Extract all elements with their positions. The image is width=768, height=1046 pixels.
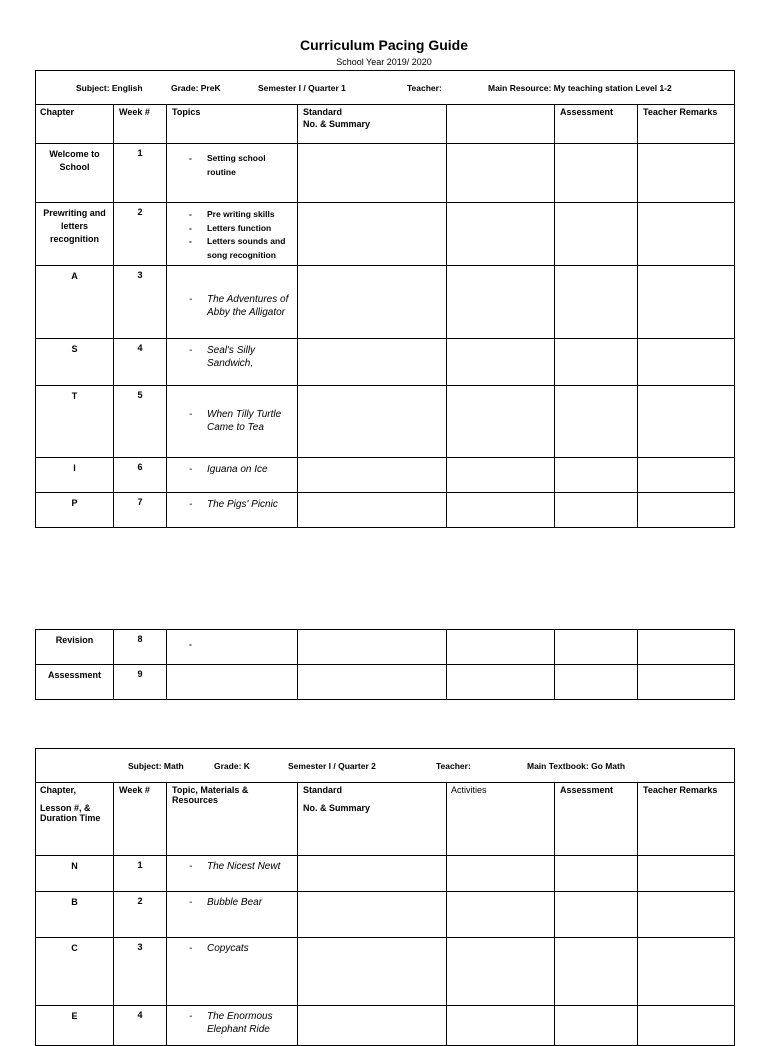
table-row — [36, 856, 735, 892]
english-pacing-table — [35, 70, 735, 528]
topic-item: - The Pigs' Picnic — [189, 499, 293, 512]
math-column-headers — [36, 783, 735, 856]
topics-list — [189, 152, 293, 179]
standard-cell — [298, 458, 447, 493]
extra-cell — [447, 144, 555, 203]
col-standard-sub: No. & Summary — [303, 119, 371, 129]
col-chapter-line1: Chapter, — [40, 785, 77, 795]
extra-cell — [447, 458, 555, 493]
standard-cell — [298, 339, 447, 386]
chapter-cell: Prewriting and letters recognition — [36, 203, 114, 266]
week-cell: 2 — [114, 892, 167, 938]
math-rows — [36, 856, 735, 1046]
chapter-cell: P — [36, 493, 114, 528]
assessment-cell — [555, 630, 638, 665]
topic-item: - Pre writing skills — [189, 208, 293, 222]
extra-cell — [447, 386, 555, 458]
assessment-cell — [555, 144, 638, 203]
english-info-bar — [36, 71, 735, 105]
standard-cell — [298, 856, 447, 892]
math-textbook: Main Textbook: Go Math — [527, 760, 626, 771]
col-remarks: Teacher Remarks — [638, 105, 735, 144]
col-week: Week # — [114, 105, 167, 144]
chapter-cell: Welcome to School — [36, 144, 114, 203]
table-row — [36, 630, 735, 665]
topics-cell — [167, 266, 298, 339]
col-chapter-line3: Duration Time — [40, 813, 101, 823]
topics-cell — [167, 856, 298, 892]
chapter-cell: I — [36, 458, 114, 493]
week-cell: 1 — [114, 856, 167, 892]
chapter-cell: N — [36, 856, 114, 892]
week-cell: 5 — [114, 386, 167, 458]
col-standard-sub: No. & Summary — [303, 803, 371, 813]
standard-cell — [298, 665, 447, 700]
chapter-cell: S — [36, 339, 114, 386]
topics-cell — [167, 386, 298, 458]
english-grade: Grade: PreK — [171, 82, 221, 93]
topic-item: - Letters sounds and song recognition — [189, 235, 293, 262]
standard-cell — [298, 892, 447, 938]
col-week: Week # — [114, 783, 167, 856]
chapter-cell: A — [36, 266, 114, 339]
topics-cell — [167, 630, 298, 665]
topic-item: - Bubble Bear — [189, 897, 293, 910]
remarks-cell — [638, 892, 735, 938]
col-topics: Topics — [167, 105, 298, 144]
math-teacher: Teacher: — [436, 760, 471, 771]
table-row — [36, 203, 735, 266]
standard-cell — [298, 630, 447, 665]
topic-item: - Seal's Silly Sandwich, — [189, 345, 293, 370]
remarks-cell — [638, 266, 735, 339]
col-chapter: Chapter — [36, 105, 114, 144]
english-semester: Semester I / Quarter 1 — [258, 82, 346, 93]
assessment-cell — [555, 493, 638, 528]
topics-cell — [167, 892, 298, 938]
extra-cell — [447, 1006, 555, 1046]
chapter-cell: Revision — [36, 630, 114, 665]
topics-cell — [167, 665, 298, 700]
extra-cell — [447, 856, 555, 892]
standard-cell — [298, 144, 447, 203]
topics-list — [189, 345, 293, 370]
topics-list — [189, 464, 293, 477]
topic-item: - Setting school routine — [189, 152, 293, 179]
assessment-cell — [555, 938, 638, 1006]
assessment-cell — [555, 339, 638, 386]
math-pacing-table — [35, 748, 735, 1046]
table-row — [36, 665, 735, 700]
week-cell: 4 — [114, 339, 167, 386]
topics-cell — [167, 1006, 298, 1046]
topic-item: - Letters function — [189, 222, 293, 236]
week-cell: 3 — [114, 266, 167, 339]
english-rows-continued — [36, 630, 735, 700]
standard-cell — [298, 1006, 447, 1046]
english-pacing-table-continued — [35, 629, 735, 700]
table-row — [36, 266, 735, 339]
topics-cell — [167, 938, 298, 1006]
assessment-cell — [555, 665, 638, 700]
english-column-headers — [36, 105, 735, 144]
remarks-cell — [638, 458, 735, 493]
remarks-cell — [638, 386, 735, 458]
topic-item: - Copycats — [189, 943, 293, 956]
chapter-cell: C — [36, 938, 114, 1006]
week-cell: 4 — [114, 1006, 167, 1046]
remarks-cell — [638, 938, 735, 1006]
remarks-cell — [638, 493, 735, 528]
extra-cell — [447, 630, 555, 665]
assessment-cell — [555, 203, 638, 266]
extra-cell — [447, 938, 555, 1006]
extra-cell — [447, 266, 555, 339]
chapter-cell: E — [36, 1006, 114, 1046]
col-standard-label: Standard — [303, 107, 343, 117]
week-cell: 9 — [114, 665, 167, 700]
english-resource: Main Resource: My teaching station Level 1-2 — [488, 82, 672, 93]
assessment-cell — [555, 892, 638, 938]
col-assessment: Assessment — [555, 783, 638, 856]
school-year: School Year 2019/ 2020 — [336, 57, 432, 67]
week-cell: 8 — [114, 630, 167, 665]
math-grade: Grade: K — [214, 760, 250, 771]
topics-list — [189, 943, 293, 956]
assessment-cell — [555, 266, 638, 339]
topics-list — [189, 861, 293, 874]
topics-list — [189, 499, 293, 512]
remarks-cell — [638, 144, 735, 203]
topics-list — [189, 294, 293, 319]
page-title: Curriculum Pacing Guide — [299, 37, 469, 53]
table-row — [36, 458, 735, 493]
topics-cell — [167, 458, 298, 493]
topics-cell — [167, 203, 298, 266]
remarks-cell — [638, 630, 735, 665]
chapter-cell: Assessment — [36, 665, 114, 700]
table-row — [36, 892, 735, 938]
week-cell: 1 — [114, 144, 167, 203]
remarks-cell — [638, 203, 735, 266]
math-info-bar — [36, 749, 735, 783]
remarks-cell — [638, 1006, 735, 1046]
col-activities: Activities — [447, 783, 555, 856]
standard-cell — [298, 203, 447, 266]
chapter-cell: T — [36, 386, 114, 458]
english-rows — [36, 144, 735, 528]
extra-cell — [447, 665, 555, 700]
week-cell: 2 — [114, 203, 167, 266]
col-blank — [447, 105, 555, 144]
topics-cell — [167, 493, 298, 528]
assessment-cell — [555, 1006, 638, 1046]
english-teacher: Teacher: — [407, 82, 442, 93]
topics-list — [189, 208, 293, 262]
standard-cell — [298, 493, 447, 528]
topic-item: - When Tilly Turtle Came to Tea — [189, 409, 293, 434]
topic-item: - The Adventures of Abby the Alligator — [189, 294, 293, 319]
assessment-cell — [555, 386, 638, 458]
table-row — [36, 938, 735, 1006]
col-topics: Topic, Materials & Resources — [167, 783, 298, 856]
table-row — [36, 493, 735, 528]
week-cell: 6 — [114, 458, 167, 493]
remarks-cell — [638, 665, 735, 700]
topics-list — [189, 897, 293, 910]
extra-cell — [447, 493, 555, 528]
standard-cell — [298, 386, 447, 458]
standard-cell — [298, 938, 447, 1006]
table-row — [36, 1006, 735, 1046]
col-chapter — [36, 783, 114, 856]
remarks-cell — [638, 339, 735, 386]
math-subject: Subject: Math — [128, 760, 184, 771]
chapter-cell: B — [36, 892, 114, 938]
extra-cell — [447, 339, 555, 386]
remarks-cell — [638, 856, 735, 892]
extra-cell — [447, 203, 555, 266]
math-semester: Semester I / Quarter 2 — [288, 760, 376, 771]
table-row — [36, 144, 735, 203]
week-cell: 3 — [114, 938, 167, 1006]
assessment-cell — [555, 458, 638, 493]
col-remarks: Teacher Remarks — [638, 783, 735, 856]
topics-cell — [167, 144, 298, 203]
assessment-cell — [555, 856, 638, 892]
week-cell: 7 — [114, 493, 167, 528]
topics-cell — [167, 339, 298, 386]
topic-item: - The Enormous Elephant Ride — [189, 1011, 293, 1036]
table-row — [36, 386, 735, 458]
col-chapter-line2: Lesson #, & — [40, 803, 91, 813]
extra-cell — [447, 892, 555, 938]
col-standard — [298, 783, 447, 856]
col-standard — [298, 105, 447, 144]
english-subject: Subject: English — [76, 82, 143, 93]
table-row — [36, 339, 735, 386]
topic-item: - The Nicest Newt — [189, 861, 293, 874]
standard-cell — [298, 266, 447, 339]
topics-list — [189, 409, 293, 434]
col-standard-label: Standard — [303, 785, 343, 795]
topic-item: - Iguana on Ice — [189, 464, 293, 477]
col-assessment: Assessment — [555, 105, 638, 144]
